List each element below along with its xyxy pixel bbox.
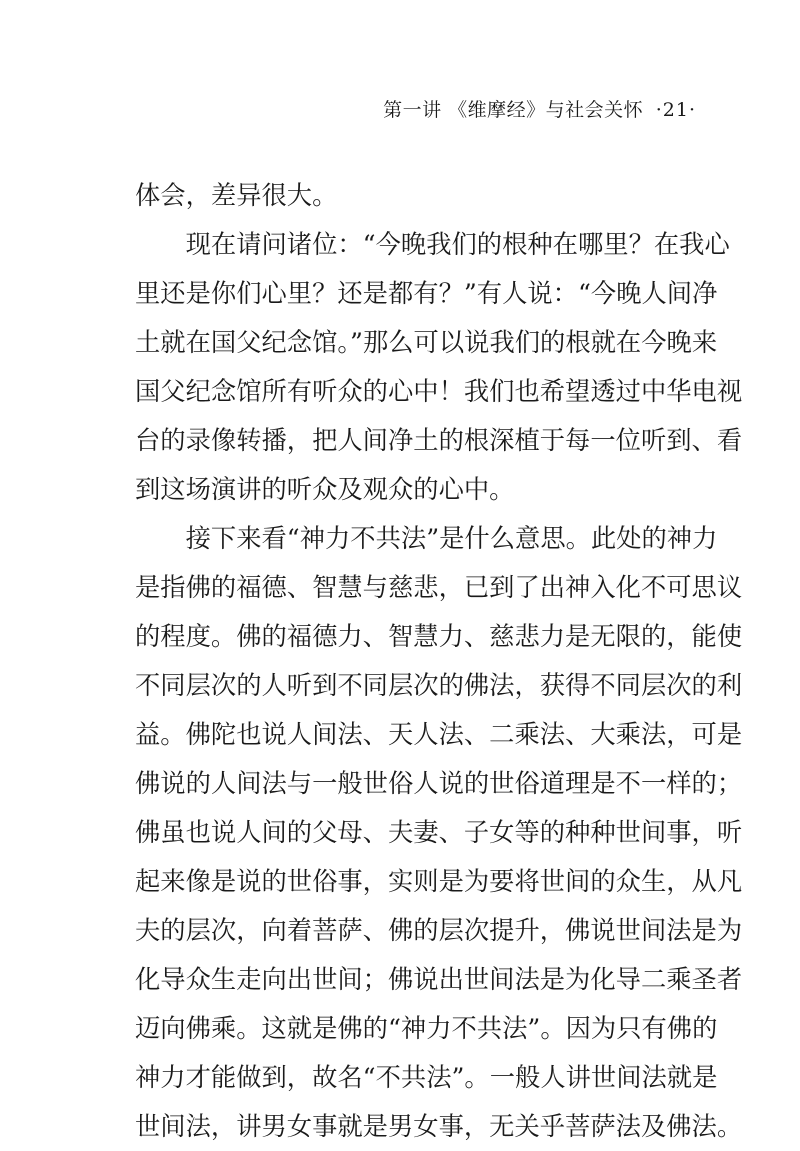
text-line: 佛说的人间法与一般世俗人说的世俗道理是不一样的；: [135, 769, 743, 798]
text-line: 国父纪念馆所有听众的心中！我们也希望透过中华电视: [135, 377, 743, 406]
running-header: [383, 97, 696, 123]
running-header-title: 第一讲 《维摩经》与社会关怀: [383, 99, 644, 121]
text-line: 现在请问诸位：“今晚我们的根种在哪里？在我心: [135, 230, 730, 259]
text-line: 是指佛的福德、智慧与慈悲，已到了出神入化不可思议: [135, 573, 743, 602]
text-line: 夫的层次，向着菩萨、佛的层次提升，佛说世间法是为: [135, 916, 743, 945]
text-line: 里还是你们心里？还是都有？”有人说：“今晚人间净: [135, 279, 718, 308]
text-line: 的程度。佛的福德力、智慧力、慈悲力是无限的，能使: [135, 622, 743, 651]
page-number: ·21·: [655, 99, 696, 121]
text-line: 迈向佛乘。这就是佛的“神力不共法”。因为只有佛的: [135, 1014, 718, 1043]
text-line: 不同层次的人听到不同层次的佛法，获得不同层次的利: [135, 671, 743, 700]
text-line: 到这场演讲的听众及观众的心中。: [135, 475, 515, 504]
text-line: 土就在国父纪念馆。”那么可以说我们的根就在今晚来: [135, 328, 718, 357]
body-text: [135, 171, 743, 1151]
text-line: 台的录像转播，把人间净土的根深植于每一位听到、看: [135, 426, 743, 455]
text-line: 佛虽也说人间的父母、夫妻、子女等的种种世间事，听: [135, 818, 743, 847]
text-line: 起来像是说的世俗事，实则是为要将世间的众生，从凡: [135, 867, 743, 896]
text-line: 益。佛陀也说人间法、天人法、二乘法、大乘法，可是: [135, 720, 743, 749]
text-line: 体会，差异很大。: [135, 181, 338, 210]
text-line: 化导众生走向出世间；佛说出世间法是为化导二乘圣者: [135, 965, 743, 994]
text-line: 世间法，讲男女事就是男女事，无关乎菩萨法及佛法。: [135, 1112, 743, 1141]
text-line: 神力才能做到，故名“不共法”。一般人讲世间法就是: [135, 1063, 718, 1092]
text-line: 接下来看“神力不共法”是什么意思。此处的神力: [135, 524, 718, 553]
